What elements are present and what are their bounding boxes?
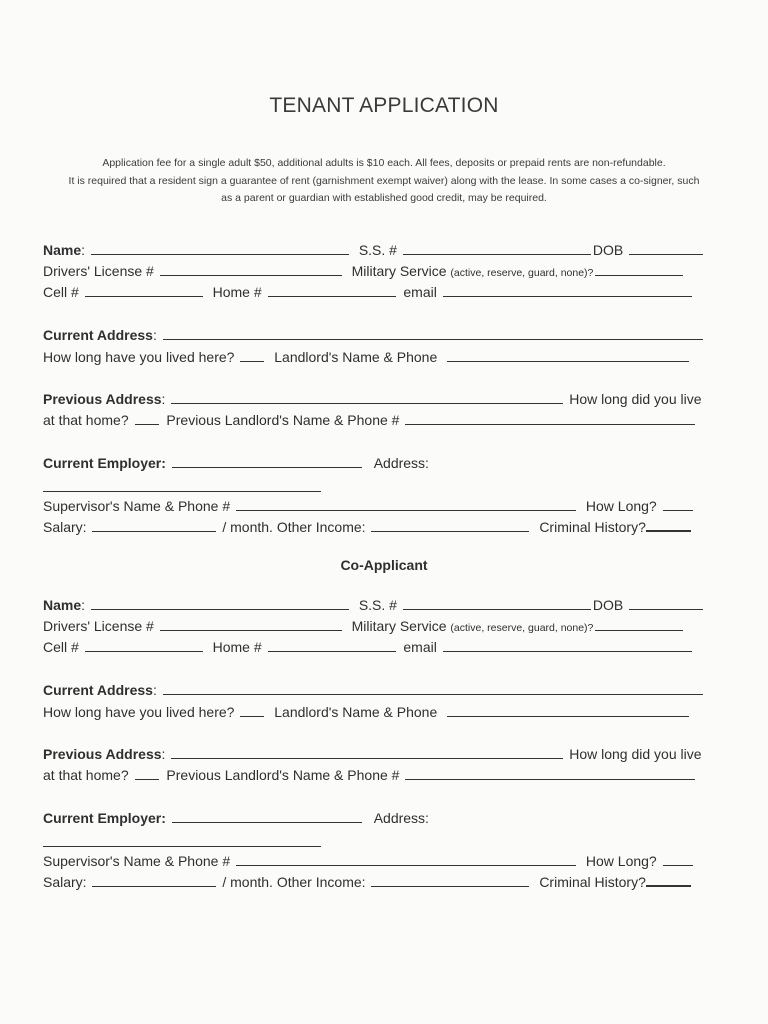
previous-landlord-label: Previous Landlord's Name & Phone # xyxy=(166,767,400,783)
per-month-label: / month. Other Income: xyxy=(222,519,366,535)
co-applicant-military-field[interactable] xyxy=(595,617,683,631)
email-label: email xyxy=(403,284,437,300)
applicant-supervisor-field[interactable] xyxy=(236,497,576,511)
applicant-row-current-address: Current Address: xyxy=(43,325,705,345)
co-applicant-license-field[interactable] xyxy=(160,617,342,631)
applicant-row-employer xyxy=(43,453,429,473)
previous-landlord-label: Previous Landlord's Name & Phone # xyxy=(166,412,400,428)
applicant-ss-field[interactable] xyxy=(403,241,591,255)
co-applicant-row-previous-landlord xyxy=(43,765,697,785)
co-applicant-landlord-field[interactable] xyxy=(447,703,689,717)
ss-label: S.S. # xyxy=(358,597,397,613)
previous-address-label: Previous Address xyxy=(43,746,162,762)
military-service-label: Military Service xyxy=(351,263,447,279)
applicant-military-field[interactable] xyxy=(595,262,683,276)
dob-label: DOB xyxy=(592,597,624,613)
applicant-dob-field[interactable] xyxy=(629,241,703,255)
home-label: Home # xyxy=(212,639,262,655)
at-that-home-label: at that home? xyxy=(43,767,129,783)
co-applicant-dob-field[interactable] xyxy=(629,596,703,610)
co-applicant-row-salary xyxy=(43,872,693,892)
how-long-did-you-live-label: How long did you live xyxy=(569,391,702,407)
applicant-row-phone xyxy=(43,282,694,302)
name-label: Name xyxy=(43,597,82,613)
co-applicant-row-how-long xyxy=(43,702,691,722)
applicant-row-license xyxy=(43,261,685,281)
co-applicant-how-long-field[interactable] xyxy=(663,852,693,866)
applicant-how-long-here-field[interactable] xyxy=(240,348,264,362)
supervisor-label: Supervisor's Name & Phone # xyxy=(43,498,231,514)
applicant-employer-address-field[interactable] xyxy=(43,491,321,492)
applicant-home-field[interactable] xyxy=(268,283,396,297)
current-employer-label: Current Employer: xyxy=(43,810,166,826)
salary-label: Salary: xyxy=(43,519,87,535)
ss-label: S.S. # xyxy=(358,242,397,258)
supervisor-label: Supervisor's Name & Phone # xyxy=(43,853,231,869)
co-applicant-at-that-home-field[interactable] xyxy=(135,766,159,780)
applicant-other-income-field[interactable] xyxy=(371,518,529,532)
how-long-label: How Long? xyxy=(585,853,657,869)
how-long-here-label: How long have you lived here? xyxy=(43,704,235,720)
current-address-label: Current Address xyxy=(43,682,153,698)
co-applicant-previous-address-field[interactable] xyxy=(171,745,563,759)
military-service-label: Military Service xyxy=(351,618,447,634)
landlord-label: Landlord's Name & Phone xyxy=(274,704,438,720)
applicant-row-previous-address: Previous Address: How long did you live xyxy=(43,391,702,407)
co-applicant-home-field[interactable] xyxy=(268,638,396,652)
at-that-home-label: at that home? xyxy=(43,412,129,428)
co-applicant-email-field[interactable] xyxy=(443,638,692,652)
co-applicant-employer-address-field[interactable] xyxy=(43,846,321,847)
applicant-salary-field[interactable] xyxy=(92,518,216,532)
co-applicant-heading: Co-Applicant xyxy=(340,557,428,573)
home-label: Home # xyxy=(212,284,262,300)
applicant-landlord-field[interactable] xyxy=(447,348,689,362)
co-applicant-row-employer xyxy=(43,808,429,828)
email-label: email xyxy=(403,639,437,655)
applicant-employer-field[interactable] xyxy=(172,454,362,468)
co-applicant-current-address-field[interactable] xyxy=(163,681,703,695)
salary-label: Salary: xyxy=(43,874,87,890)
applicant-criminal-history-field[interactable] xyxy=(646,517,691,532)
co-applicant-criminal-history-field[interactable] xyxy=(646,872,691,887)
applicant-cell-field[interactable] xyxy=(85,283,203,297)
applicant-at-that-home-field[interactable] xyxy=(135,411,159,425)
dob-label: DOB xyxy=(592,242,624,258)
employer-address-label: Address: xyxy=(373,455,429,471)
previous-address-label: Previous Address xyxy=(43,391,162,407)
current-employer-label: Current Employer: xyxy=(43,455,166,471)
how-long-did-you-live-label: How long did you live xyxy=(569,746,702,762)
co-applicant-how-long-here-field[interactable] xyxy=(240,703,264,717)
co-applicant-name-field[interactable] xyxy=(91,596,349,610)
co-applicant-employer-field[interactable] xyxy=(172,809,362,823)
employer-address-label: Address: xyxy=(373,810,429,826)
how-long-here-label: How long have you lived here? xyxy=(43,349,235,365)
co-applicant-supervisor-field[interactable] xyxy=(236,852,576,866)
criminal-history-label: Criminal History? xyxy=(539,874,646,890)
military-service-note: (active, reserve, guard, none)? xyxy=(450,267,594,279)
per-month-label: / month. Other Income: xyxy=(222,874,366,890)
applicant-row-name: Name: S.S. # DOB xyxy=(43,240,705,260)
co-applicant-row-phone xyxy=(43,637,694,657)
drivers-license-label: Drivers' License # xyxy=(43,263,154,279)
co-applicant-salary-field[interactable] xyxy=(92,873,216,887)
fee-notice-line-2: It is required that a resident sign a guarantee of rent (garnishment exempt waiver) along with the lease. In some cases a co-signer, such xyxy=(68,174,700,187)
page-title: TENANT APPLICATION xyxy=(269,94,499,117)
applicant-row-previous-landlord xyxy=(43,410,697,430)
drivers-license-label: Drivers' License # xyxy=(43,618,154,634)
co-applicant-other-income-field[interactable] xyxy=(371,873,529,887)
co-applicant-row-current-address: Current Address: xyxy=(43,680,705,700)
military-service-note: (active, reserve, guard, none)? xyxy=(450,622,594,634)
criminal-history-label: Criminal History? xyxy=(539,519,646,535)
applicant-row-salary xyxy=(43,517,693,537)
applicant-license-field[interactable] xyxy=(160,262,342,276)
fee-notice-line-3: as a parent or guardian with established good credit, may be required. xyxy=(221,192,547,204)
applicant-previous-landlord-field[interactable] xyxy=(405,411,695,425)
cell-label: Cell # xyxy=(43,639,79,655)
name-label: Name xyxy=(43,242,82,258)
applicant-previous-address-field[interactable] xyxy=(171,390,563,404)
co-applicant-row-supervisor xyxy=(43,851,695,871)
co-applicant-row-name: Name: S.S. # DOB xyxy=(43,595,705,615)
landlord-label: Landlord's Name & Phone xyxy=(274,349,438,365)
how-long-label: How Long? xyxy=(585,498,657,514)
co-applicant-ss-field[interactable] xyxy=(403,596,591,610)
applicant-current-address-field[interactable] xyxy=(163,326,703,340)
applicant-email-field[interactable] xyxy=(443,283,692,297)
applicant-name-field[interactable] xyxy=(91,241,349,255)
co-applicant-row-previous-address: Previous Address: How long did you live xyxy=(43,746,702,762)
applicant-row-supervisor xyxy=(43,496,695,516)
co-applicant-cell-field[interactable] xyxy=(85,638,203,652)
fee-notice-line-1: Application fee for a single adult $50, additional adults is $10 each. All fees, deposits or prepaid rents are non-refundable. xyxy=(102,157,666,169)
co-applicant-previous-landlord-field[interactable] xyxy=(405,766,695,780)
cell-label: Cell # xyxy=(43,284,79,300)
co-applicant-row-license xyxy=(43,616,685,636)
current-address-label: Current Address xyxy=(43,327,153,343)
fee-notice xyxy=(30,155,738,208)
applicant-row-how-long xyxy=(43,347,691,367)
applicant-how-long-field[interactable] xyxy=(663,497,693,511)
